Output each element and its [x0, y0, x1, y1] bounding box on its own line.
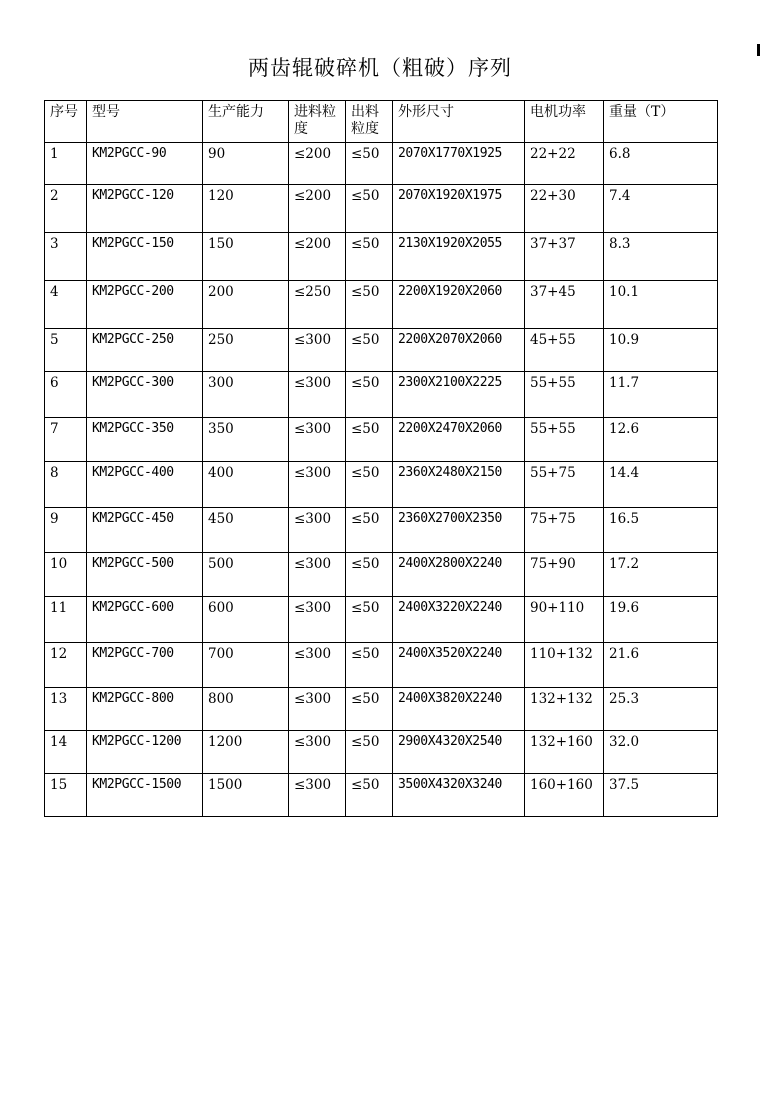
cell-index: 8	[45, 462, 87, 508]
cell-model: KM2PGCC-800	[87, 688, 203, 731]
cell-feed-size: ≤300	[289, 731, 346, 774]
cell-motor-power: 55+55	[525, 372, 604, 418]
header-cell-capacity: 生产能力	[203, 101, 289, 143]
cell-index: 6	[45, 372, 87, 418]
table-row	[45, 372, 718, 418]
cell-weight: 14.4	[604, 462, 718, 508]
cell-feed-size: ≤300	[289, 774, 346, 817]
cell-model: KM2PGCC-400	[87, 462, 203, 508]
table-row	[45, 418, 718, 462]
cell-output-size: ≤50	[346, 329, 393, 372]
cell-motor-power: 45+55	[525, 329, 604, 372]
cell-feed-size: ≤200	[289, 233, 346, 281]
cell-capacity: 1200	[203, 731, 289, 774]
cell-model: KM2PGCC-600	[87, 597, 203, 643]
cell-model: KM2PGCC-120	[87, 185, 203, 233]
cell-dimensions: 2300X2100X2225	[393, 372, 525, 418]
cell-index: 14	[45, 731, 87, 774]
cell-motor-power: 110+132	[525, 643, 604, 688]
cell-feed-size: ≤250	[289, 281, 346, 329]
cell-feed-size: ≤200	[289, 185, 346, 233]
table-row	[45, 553, 718, 597]
cell-weight: 21.6	[604, 643, 718, 688]
cell-weight: 32.0	[604, 731, 718, 774]
cell-model: KM2PGCC-1200	[87, 731, 203, 774]
cell-model: KM2PGCC-90	[87, 143, 203, 185]
table-row	[45, 731, 718, 774]
cell-motor-power: 75+75	[525, 508, 604, 553]
cell-feed-size: ≤300	[289, 418, 346, 462]
cell-motor-power: 55+55	[525, 418, 604, 462]
cell-model: KM2PGCC-700	[87, 643, 203, 688]
cell-weight: 25.3	[604, 688, 718, 731]
cell-capacity: 200	[203, 281, 289, 329]
cell-motor-power: 132+132	[525, 688, 604, 731]
cell-capacity: 90	[203, 143, 289, 185]
cell-index: 15	[45, 774, 87, 817]
page-title: 两齿辊破碎机（粗破）序列	[248, 56, 512, 80]
table-row	[45, 688, 718, 731]
cell-output-size: ≤50	[346, 688, 393, 731]
cell-weight: 16.5	[604, 508, 718, 553]
header-cell-output-size: 出料粒度	[346, 101, 393, 143]
cell-index: 5	[45, 329, 87, 372]
cell-output-size: ≤50	[346, 281, 393, 329]
cell-output-size: ≤50	[346, 643, 393, 688]
cell-index: 4	[45, 281, 87, 329]
cell-feed-size: ≤300	[289, 372, 346, 418]
cell-capacity: 120	[203, 185, 289, 233]
cell-output-size: ≤50	[346, 462, 393, 508]
cell-model: KM2PGCC-250	[87, 329, 203, 372]
cell-capacity: 250	[203, 329, 289, 372]
cell-output-size: ≤50	[346, 372, 393, 418]
cell-capacity: 1500	[203, 774, 289, 817]
cell-weight: 12.6	[604, 418, 718, 462]
cell-index: 13	[45, 688, 87, 731]
cell-weight: 7.4	[604, 185, 718, 233]
cell-motor-power: 22+22	[525, 143, 604, 185]
cell-index: 1	[45, 143, 87, 185]
cell-weight: 6.8	[604, 143, 718, 185]
table-row	[45, 508, 718, 553]
header-cell-motor-power: 电机功率	[525, 101, 604, 143]
cell-dimensions: 2360X2700X2350	[393, 508, 525, 553]
header-cell-weight: 重量（T）	[604, 101, 718, 143]
cell-output-size: ≤50	[346, 597, 393, 643]
cell-weight: 19.6	[604, 597, 718, 643]
cell-weight: 37.5	[604, 774, 718, 817]
cell-dimensions: 2200X2070X2060	[393, 329, 525, 372]
table-row	[45, 281, 718, 329]
cell-motor-power: 55+75	[525, 462, 604, 508]
table-row	[45, 643, 718, 688]
cell-dimensions: 3500X4320X3240	[393, 774, 525, 817]
cell-weight: 11.7	[604, 372, 718, 418]
cell-index: 7	[45, 418, 87, 462]
cell-model: KM2PGCC-150	[87, 233, 203, 281]
cell-output-size: ≤50	[346, 185, 393, 233]
cell-model: KM2PGCC-300	[87, 372, 203, 418]
cell-dimensions: 2360X2480X2150	[393, 462, 525, 508]
cell-index: 9	[45, 508, 87, 553]
cell-weight: 8.3	[604, 233, 718, 281]
header-cell-model: 型号	[87, 101, 203, 143]
cell-model: KM2PGCC-1500	[87, 774, 203, 817]
cell-capacity: 700	[203, 643, 289, 688]
cell-dimensions: 2900X4320X2540	[393, 731, 525, 774]
cell-capacity: 400	[203, 462, 289, 508]
cell-capacity: 600	[203, 597, 289, 643]
table-row	[45, 143, 718, 185]
cell-output-size: ≤50	[346, 143, 393, 185]
table-row	[45, 233, 718, 281]
cell-capacity: 150	[203, 233, 289, 281]
cell-motor-power: 37+37	[525, 233, 604, 281]
cell-capacity: 300	[203, 372, 289, 418]
table-body	[45, 143, 718, 817]
cell-capacity: 450	[203, 508, 289, 553]
cell-feed-size: ≤300	[289, 643, 346, 688]
cell-output-size: ≤50	[346, 553, 393, 597]
cell-model: KM2PGCC-500	[87, 553, 203, 597]
cell-weight: 10.9	[604, 329, 718, 372]
cell-output-size: ≤50	[346, 233, 393, 281]
cell-weight: 17.2	[604, 553, 718, 597]
cell-feed-size: ≤200	[289, 143, 346, 185]
cell-index: 3	[45, 233, 87, 281]
cell-motor-power: 22+30	[525, 185, 604, 233]
table-row	[45, 462, 718, 508]
cell-motor-power: 37+45	[525, 281, 604, 329]
table-row	[45, 185, 718, 233]
cell-output-size: ≤50	[346, 508, 393, 553]
cell-feed-size: ≤300	[289, 553, 346, 597]
cell-model: KM2PGCC-450	[87, 508, 203, 553]
cell-dimensions: 2200X2470X2060	[393, 418, 525, 462]
cell-feed-size: ≤300	[289, 597, 346, 643]
cell-dimensions: 2400X2800X2240	[393, 553, 525, 597]
cell-dimensions: 2070X1770X1925	[393, 143, 525, 185]
cell-capacity: 350	[203, 418, 289, 462]
cell-index: 12	[45, 643, 87, 688]
cell-output-size: ≤50	[346, 731, 393, 774]
cell-index: 10	[45, 553, 87, 597]
table-row	[45, 329, 718, 372]
table-row	[45, 774, 718, 817]
cell-dimensions: 2400X3820X2240	[393, 688, 525, 731]
cell-motor-power: 90+110	[525, 597, 604, 643]
table-row	[45, 597, 718, 643]
header-cell-dimensions: 外形尺寸	[393, 101, 525, 143]
cell-index: 2	[45, 185, 87, 233]
header-row	[45, 101, 718, 143]
cell-motor-power: 132+160	[525, 731, 604, 774]
cell-dimensions: 2130X1920X2055	[393, 233, 525, 281]
cell-feed-size: ≤300	[289, 462, 346, 508]
spec-table	[44, 100, 718, 817]
cell-index: 11	[45, 597, 87, 643]
cell-motor-power: 160+160	[525, 774, 604, 817]
cell-motor-power: 75+90	[525, 553, 604, 597]
cell-output-size: ≤50	[346, 418, 393, 462]
cell-feed-size: ≤300	[289, 688, 346, 731]
cell-model: KM2PGCC-200	[87, 281, 203, 329]
cell-weight: 10.1	[604, 281, 718, 329]
cell-output-size: ≤50	[346, 774, 393, 817]
cell-capacity: 500	[203, 553, 289, 597]
header-cell-feed-size: 进料粒度	[289, 101, 346, 143]
header-cell-index: 序号	[45, 101, 87, 143]
cell-feed-size: ≤300	[289, 508, 346, 553]
cell-dimensions: 2200X1920X2060	[393, 281, 525, 329]
cell-capacity: 800	[203, 688, 289, 731]
cell-dimensions: 2070X1920X1975	[393, 185, 525, 233]
cell-model: KM2PGCC-350	[87, 418, 203, 462]
cell-dimensions: 2400X3220X2240	[393, 597, 525, 643]
cell-feed-size: ≤300	[289, 329, 346, 372]
cell-dimensions: 2400X3520X2240	[393, 643, 525, 688]
